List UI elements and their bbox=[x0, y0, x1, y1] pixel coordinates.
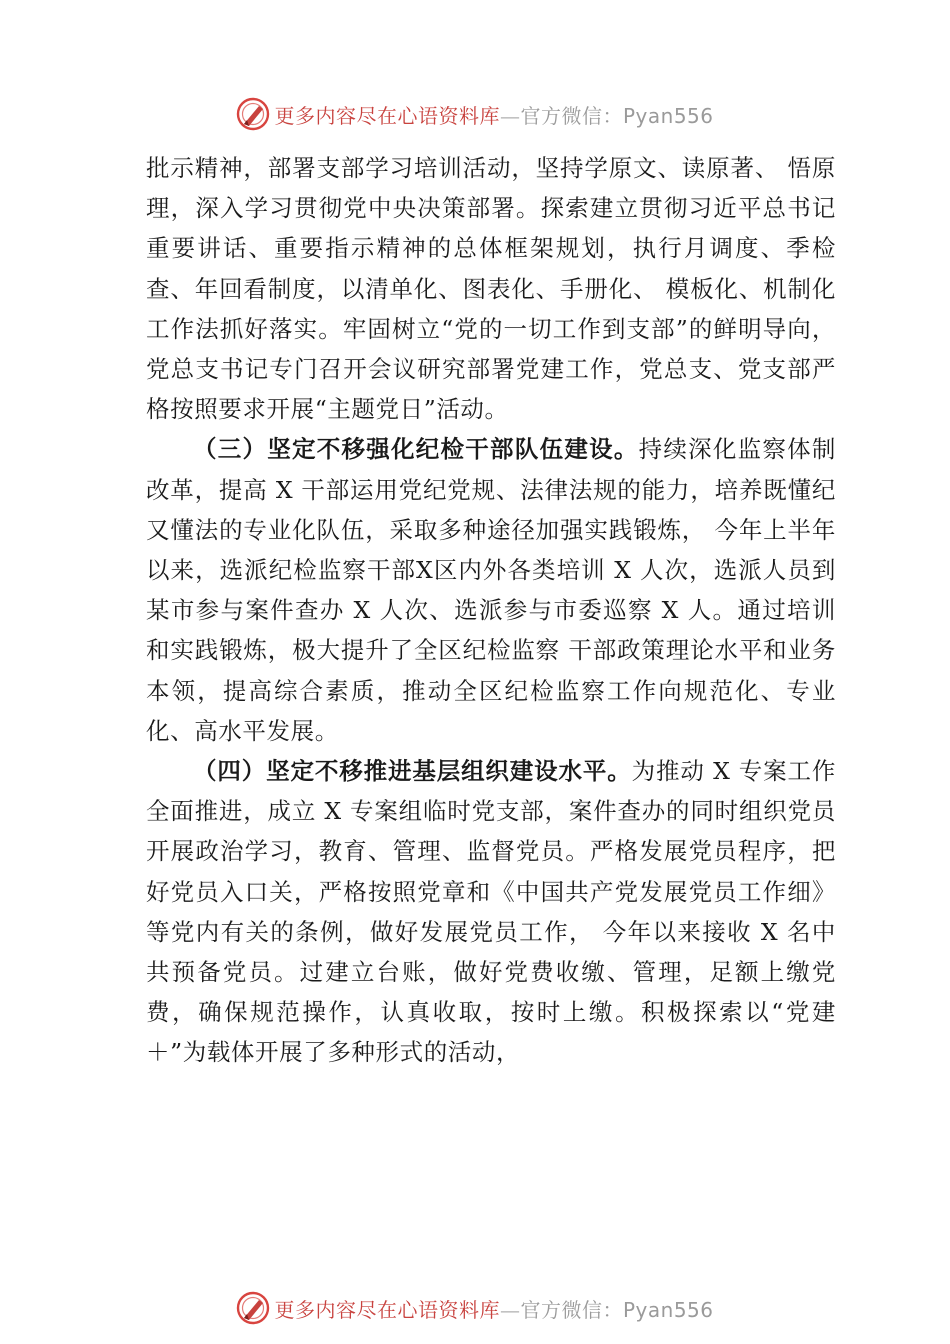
section-four-body: 为推动 X 专案工作全面推进，成立 X 专案组临时党支部，案件查办的同时组织党员开展政治学习，教育、管理、监督党员。严格发展党员程序，把好党员入口关，严格按照党章和《中国共产党发展党员工作细》等党内有关的条例，做好发展党员工作， 今年以来接收 X 名中共预备党员。过建立台账，做好党费收缴、管理，足额上缴党费，确保规范操作，认真收取，按时上缴。积极探索以“党建＋”为载体开展了多种形式的活动， bbox=[146, 757, 836, 1067]
watermark-text bbox=[274, 1294, 713, 1323]
footer-watermark-banner bbox=[0, 1288, 950, 1328]
wechat-id: Pyan556 bbox=[622, 103, 714, 128]
ad-separator: — bbox=[499, 1297, 521, 1322]
section-four-heading: （四）坚定不移推进基层组织建设水平。 bbox=[193, 757, 632, 786]
header-watermark-banner bbox=[0, 94, 950, 134]
wechat-label: 官方微信： bbox=[520, 103, 623, 128]
pen-logo-icon bbox=[236, 97, 270, 131]
ad-slogan: 更多内容尽在心语资料库 bbox=[274, 1297, 500, 1322]
section-three-heading: （三）坚定不移强化纪检干部队伍建设。 bbox=[193, 435, 639, 464]
wechat-label: 官方微信： bbox=[520, 1297, 623, 1322]
ad-separator: — bbox=[499, 103, 521, 128]
paragraph-section-three bbox=[146, 429, 836, 751]
ad-slogan: 更多内容尽在心语资料库 bbox=[274, 103, 500, 128]
pen-logo-icon bbox=[236, 1291, 270, 1325]
wechat-id: Pyan556 bbox=[622, 1297, 714, 1322]
document-body bbox=[146, 148, 836, 1073]
paragraph-section-four bbox=[146, 751, 836, 1073]
watermark-text bbox=[274, 100, 713, 129]
section-three-body: 持续深化监察体制改革，提高 X 干部运用党纪党规、法律法规的能力，培养既懂纪又懂法的专业化队伍，采取多种途径加强实践锻炼， 今年上半年以来，选派纪检监察干部X区内外各类培训 X 人次，选派人员到 某市参与案件查办 X 人次、选派参与市委巡察 X 人。通过培训和实践锻炼，极大提升了全区纪检监察 干部政策理论水平和业务本领，提高综合素质，推动全区纪检监察工作向规范化、专业化、高水平发展。 bbox=[146, 435, 836, 745]
paragraph-continuation: 批示精神，部署支部学习培训活动，坚持学原文、读原著、 悟原理，深入学习贯彻党中央决策部署。探索建立贯彻习近平总书记重要讲话、重要指示精神的总体框架规划，执行月调度、季检查、年回看制度，以清单化、图表化、手册化、 模板化、机制化工作法抓好落实。牢固树立“党的一切工作到支部”的鲜明导向，党总支书记专门召开会议研究部署党建工作，党总支、党支部严格按照要求开展“主题党日”活动。 bbox=[146, 154, 836, 424]
